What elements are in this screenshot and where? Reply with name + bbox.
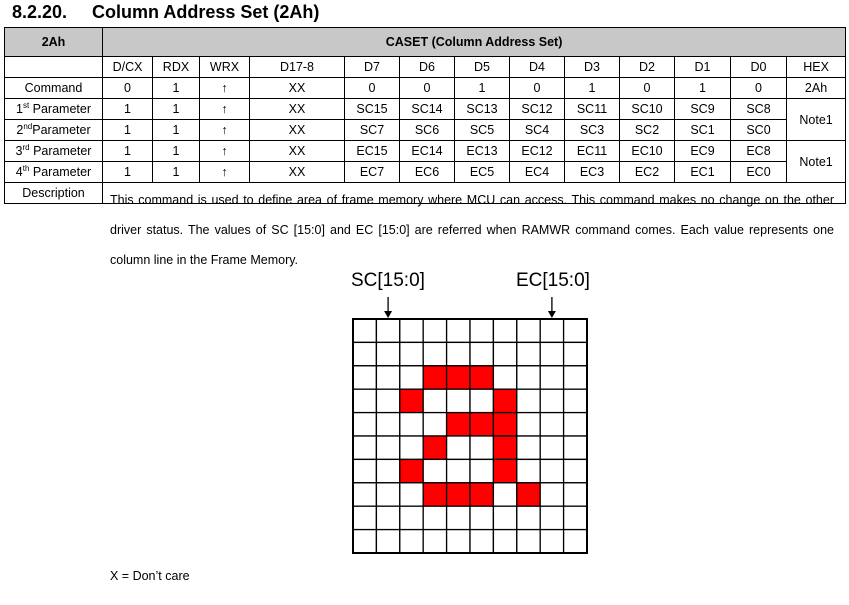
table-cell: XX	[250, 120, 345, 141]
description-text: This command is used to define area of frame memory where MCU can access. This command makes no change on the other driver status. The values of SC [15:0] and EC [15:0] are referred when RAMWR command comes. Each value represents one column line in the Frame Memory.	[110, 193, 834, 267]
memory-cell	[447, 506, 470, 529]
memory-cell	[400, 366, 423, 389]
table-cell: EC11	[565, 141, 620, 162]
table-cell: ↑	[200, 99, 250, 120]
memory-cell	[447, 459, 470, 482]
memory-cell	[470, 389, 493, 412]
table-cell: 0	[400, 78, 455, 99]
memory-cell	[517, 506, 540, 529]
memory-cell	[447, 389, 470, 412]
empty-corner-cell	[5, 57, 103, 78]
table-cell: 1	[675, 78, 731, 99]
table-row	[5, 99, 846, 120]
memory-cell	[517, 319, 540, 342]
table-cell: EC13	[455, 141, 510, 162]
row-label-suffix: Parameter	[29, 102, 92, 116]
table-cell: EC9	[675, 141, 731, 162]
column-header: D5	[455, 57, 510, 78]
memory-cell	[564, 342, 587, 365]
column-header: WRX	[200, 57, 250, 78]
hex-cell: Note1	[787, 99, 846, 141]
table-cell: SC1	[675, 120, 731, 141]
table-cell: 1	[153, 99, 200, 120]
memory-cell	[376, 342, 399, 365]
sc-label: SC[15:0]	[351, 270, 425, 291]
table-cell: EC6	[400, 162, 455, 183]
memory-cell	[470, 506, 493, 529]
memory-cell	[540, 483, 563, 506]
memory-cell	[353, 389, 376, 412]
memory-cell	[353, 342, 376, 365]
memory-cell	[400, 319, 423, 342]
table-cell: 1	[103, 141, 153, 162]
memory-cell	[470, 436, 493, 459]
table-cell: ↑	[200, 141, 250, 162]
row-label	[5, 99, 103, 120]
table-cell: EC2	[620, 162, 675, 183]
memory-cell-filled	[470, 483, 493, 506]
memory-cell-filled	[493, 459, 516, 482]
memory-cell	[517, 436, 540, 459]
description-row	[5, 183, 846, 204]
register-table	[4, 27, 846, 583]
table-cell: XX	[250, 141, 345, 162]
memory-cell	[540, 436, 563, 459]
memory-cell	[493, 319, 516, 342]
column-header: D1	[675, 57, 731, 78]
ec-arrow-head	[548, 311, 556, 318]
table-cell: 1	[153, 141, 200, 162]
table-cell: ↑	[200, 120, 250, 141]
dont-care-note: X = Don’t care	[110, 569, 190, 583]
table-cell: SC14	[400, 99, 455, 120]
table-cell: EC3	[565, 162, 620, 183]
table-cell: 0	[510, 78, 565, 99]
section-title: Column Address Set (2Ah)	[92, 2, 320, 22]
memory-cell	[353, 506, 376, 529]
hex-cell: 2Ah	[787, 78, 846, 99]
memory-cell	[376, 506, 399, 529]
table-cell: 0	[103, 78, 153, 99]
memory-cell	[400, 413, 423, 436]
table-cell: 1	[103, 99, 153, 120]
memory-cell	[423, 530, 446, 553]
memory-cell	[493, 366, 516, 389]
memory-cell	[447, 342, 470, 365]
table-cell: 1	[103, 162, 153, 183]
table-cell: 1	[153, 162, 200, 183]
row-label	[5, 141, 103, 162]
table-cell: 1	[153, 78, 200, 99]
table-cell: XX	[250, 162, 345, 183]
memory-cell	[564, 366, 587, 389]
column-header: D17-8	[250, 57, 345, 78]
table-cell: EC7	[345, 162, 400, 183]
memory-cell	[564, 483, 587, 506]
table-cell: EC14	[400, 141, 455, 162]
memory-cell-filled	[423, 366, 446, 389]
table-cell: 1	[153, 120, 200, 141]
memory-cell-filled	[470, 366, 493, 389]
memory-cell	[353, 436, 376, 459]
table-cell: SC7	[345, 120, 400, 141]
memory-cell	[376, 413, 399, 436]
table-cell: SC8	[731, 99, 787, 120]
memory-cell	[564, 319, 587, 342]
memory-cell	[447, 319, 470, 342]
column-header: RDX	[153, 57, 200, 78]
memory-cell-filled	[447, 483, 470, 506]
memory-cell	[447, 530, 470, 553]
table-cell: SC12	[510, 99, 565, 120]
row-label-number: 2	[16, 123, 24, 137]
memory-cell	[493, 530, 516, 553]
column-header: D/CX	[103, 57, 153, 78]
table-cell: EC12	[510, 141, 565, 162]
memory-cell	[493, 506, 516, 529]
row-label-ordinal: st	[22, 101, 30, 110]
table-cell: XX	[250, 78, 345, 99]
memory-cell	[376, 366, 399, 389]
memory-cell-filled	[423, 483, 446, 506]
sc-arrow-head	[384, 311, 392, 318]
table-cell: SC3	[565, 120, 620, 141]
memory-cell	[353, 483, 376, 506]
row-label-suffix: Parameter	[32, 123, 91, 137]
table-cell: SC15	[345, 99, 400, 120]
memory-cell	[493, 342, 516, 365]
memory-cell	[517, 413, 540, 436]
table-cell: SC13	[455, 99, 510, 120]
memory-cell	[517, 366, 540, 389]
row-label-number: 3	[15, 144, 23, 158]
table-cell: EC5	[455, 162, 510, 183]
memory-cell	[400, 530, 423, 553]
table-cell: EC15	[345, 141, 400, 162]
memory-cell-filled	[400, 389, 423, 412]
table-cell: XX	[250, 99, 345, 120]
column-header: D7	[345, 57, 400, 78]
memory-cell	[376, 319, 399, 342]
table-cell: 0	[620, 78, 675, 99]
table-cell: ↑	[200, 162, 250, 183]
column-header: HEX	[787, 57, 846, 78]
memory-cell	[447, 436, 470, 459]
table-cell: 1	[103, 120, 153, 141]
memory-cell	[376, 483, 399, 506]
table-cell: ↑	[200, 78, 250, 99]
memory-cell	[517, 389, 540, 412]
memory-cell	[470, 459, 493, 482]
table-cell: SC10	[620, 99, 675, 120]
memory-cell	[353, 530, 376, 553]
memory-cell	[353, 319, 376, 342]
memory-cell	[470, 530, 493, 553]
memory-cell-filled	[493, 389, 516, 412]
table-cell: EC1	[675, 162, 731, 183]
description-cell	[103, 183, 846, 583]
memory-cell	[564, 459, 587, 482]
column-header-row	[5, 57, 846, 78]
memory-cell	[470, 342, 493, 365]
memory-cell	[540, 459, 563, 482]
ec-label: EC[15:0]	[516, 270, 590, 291]
table-cell: SC6	[400, 120, 455, 141]
table-cell: 1	[565, 78, 620, 99]
memory-cell	[376, 389, 399, 412]
row-label	[5, 78, 103, 99]
memory-cell-filled	[447, 413, 470, 436]
memory-cell	[564, 506, 587, 529]
row-label-suffix: Parameter	[29, 165, 92, 179]
table-row	[5, 141, 846, 162]
memory-cell	[540, 389, 563, 412]
memory-cell	[540, 319, 563, 342]
memory-cell	[423, 506, 446, 529]
memory-cell	[376, 436, 399, 459]
memory-cell	[353, 366, 376, 389]
memory-cell	[423, 413, 446, 436]
memory-cell	[376, 530, 399, 553]
hex-cell: Note1	[787, 141, 846, 183]
memory-cell	[376, 459, 399, 482]
table-cell: SC4	[510, 120, 565, 141]
memory-cell	[517, 459, 540, 482]
memory-cell	[564, 413, 587, 436]
row-label	[5, 162, 103, 183]
memory-cell	[540, 506, 563, 529]
table-row	[5, 162, 846, 183]
memory-cell	[423, 459, 446, 482]
memory-cell	[564, 389, 587, 412]
table-header-row	[5, 28, 846, 57]
section-number: 8.2.20.	[12, 2, 68, 22]
memory-cell	[564, 530, 587, 553]
row-label-ordinal: nd	[23, 122, 33, 131]
memory-cell-filled	[400, 459, 423, 482]
row-label-number: 1	[15, 102, 23, 116]
memory-cell	[353, 459, 376, 482]
memory-cell	[400, 342, 423, 365]
register-rows	[5, 78, 846, 183]
column-header: D6	[400, 57, 455, 78]
table-cell: SC2	[620, 120, 675, 141]
table-cell: EC10	[620, 141, 675, 162]
table-cell: EC8	[731, 141, 787, 162]
row-label	[5, 120, 103, 141]
row-label-suffix: Parameter	[29, 144, 92, 158]
table-cell: SC11	[565, 99, 620, 120]
table-cell: 0	[345, 78, 400, 99]
table-cell: 0	[731, 78, 787, 99]
memory-cell	[470, 319, 493, 342]
memory-cell	[540, 366, 563, 389]
row-label-number: Command	[24, 81, 83, 95]
memory-cell-filled	[423, 436, 446, 459]
memory-cell	[353, 413, 376, 436]
section-heading	[12, 0, 319, 24]
table-cell: EC4	[510, 162, 565, 183]
column-header: D2	[620, 57, 675, 78]
row-label-ordinal: th	[22, 164, 30, 173]
column-header: D3	[565, 57, 620, 78]
memory-cell-filled	[493, 436, 516, 459]
memory-cell	[423, 319, 446, 342]
memory-cell	[564, 436, 587, 459]
table-cell: 1	[455, 78, 510, 99]
memory-cell	[400, 506, 423, 529]
table-cell: SC9	[675, 99, 731, 120]
column-header: D0	[731, 57, 787, 78]
memory-cell	[400, 483, 423, 506]
table-cell: EC0	[731, 162, 787, 183]
memory-cell	[540, 342, 563, 365]
row-label-number: 4	[15, 165, 23, 179]
memory-cell-filled	[493, 413, 516, 436]
row-label-ordinal: rd	[22, 143, 30, 152]
memory-cell	[517, 530, 540, 553]
memory-cell	[423, 389, 446, 412]
table-row	[5, 78, 846, 99]
memory-cell	[517, 342, 540, 365]
memory-cell-filled	[447, 366, 470, 389]
memory-cell	[540, 530, 563, 553]
memory-cell	[540, 413, 563, 436]
frame-memory-diagram	[103, 183, 845, 593]
memory-cell	[493, 483, 516, 506]
memory-cell	[400, 436, 423, 459]
memory-cell-filled	[517, 483, 540, 506]
command-code-header: 2Ah	[5, 28, 103, 57]
table-cell: SC0	[731, 120, 787, 141]
memory-cell	[423, 342, 446, 365]
memory-cell-filled	[470, 413, 493, 436]
table-cell: SC5	[455, 120, 510, 141]
table-row	[5, 120, 846, 141]
description-label: Description	[5, 183, 103, 204]
command-name-header: CASET (Column Address Set)	[103, 28, 846, 57]
column-header: D4	[510, 57, 565, 78]
